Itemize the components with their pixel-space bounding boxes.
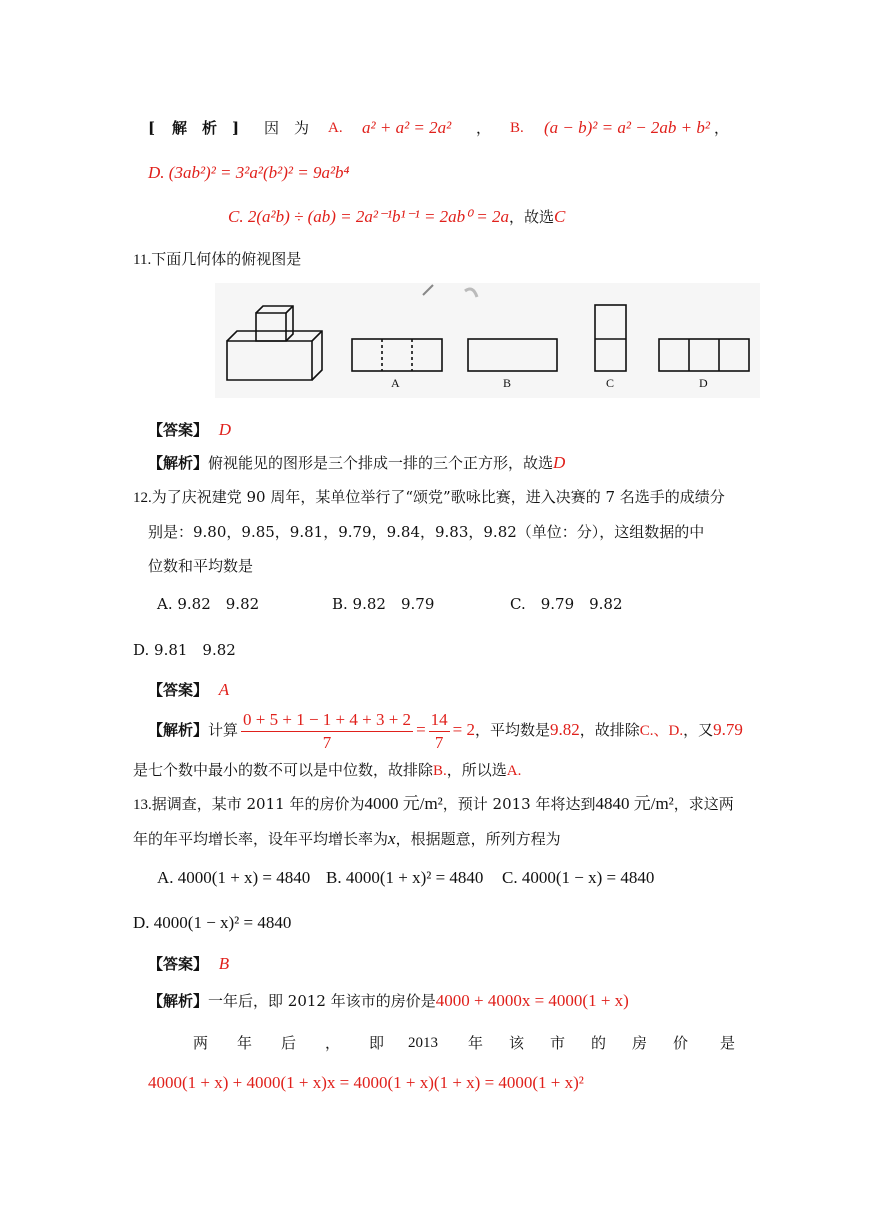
analysis-tag-bracket-close: ]: [232, 119, 240, 137]
analysis-text-b: ，故排除: [579, 721, 640, 739]
three-view-figure: [215, 283, 760, 398]
analysis-tag-char-1: 解: [172, 119, 188, 137]
analysis-text: 一年后，即 2012 年该市的房价是: [208, 992, 436, 1010]
answer-tag: 【答案】: [148, 681, 209, 699]
expression-2012: 4000 + 4000x = 4000(1 + x): [435, 991, 629, 1010]
expression-2013: 4000(1 + x) + 4000(1 + x)x = 4000(1 + x)(1 + x) = 4000(1 + x)²: [148, 1073, 584, 1092]
result-fraction-denominator: 7: [434, 732, 444, 752]
word: 两: [193, 1034, 209, 1052]
option-a-expression: a² + a² = 2a²: [362, 118, 452, 137]
q13-analysis-line1: [148, 991, 629, 1011]
answer-value: B: [218, 954, 230, 973]
stem-part-c: ，求这两: [673, 795, 734, 813]
q12-stem-line3: 位数和平均数是: [148, 557, 254, 575]
question-number: 11.: [133, 252, 152, 268]
q11-analysis: [148, 453, 565, 473]
conclusion-answer: C: [554, 207, 566, 226]
q12-stem-line1: [133, 487, 725, 508]
because-char-1: 因: [264, 119, 280, 137]
sum-fraction: [241, 709, 413, 754]
q13-stem-line2: [133, 829, 561, 849]
analysis-tag: 【解析】: [148, 721, 209, 739]
q12-option-b: B. 9.82 9.79: [332, 595, 435, 613]
word: 房: [632, 1034, 648, 1052]
analysis-tag: 【解析】: [148, 454, 209, 472]
word: 年: [237, 1034, 253, 1052]
stem-part-a: 据调查，某市 2011 年的房价为: [151, 795, 365, 813]
conclusion-text: ，故选: [508, 208, 554, 226]
analysis-text: 俯视能见的图形是三个排成一排的三个正方形，故选: [208, 454, 554, 472]
analysis-tag-char-2: 析: [202, 119, 218, 137]
analysis-tag: 【解析】: [148, 992, 209, 1010]
analysis-line2-text: 是七个数中最小的数不可以是中位数，故排除: [133, 761, 434, 779]
q12-analysis-line1: [148, 707, 743, 754]
figure-label-b: B: [503, 376, 512, 390]
because-char-2: 为: [294, 119, 310, 137]
sum-fraction-numerator: 0 + 5 + 1 − 1 + 4 + 3 + 2: [241, 709, 413, 732]
q12-answer: [148, 680, 229, 700]
answer-value: A: [218, 680, 230, 699]
analysis-answer: D: [553, 453, 566, 472]
q13-stem-line1: [133, 794, 734, 815]
word: 该: [509, 1034, 525, 1052]
q12-option-d: D. 9.81 9.82: [133, 641, 236, 659]
price-2013: 4840 元/m²: [595, 794, 674, 813]
result-fraction: [429, 709, 450, 754]
q11-stem: [133, 249, 301, 270]
sum-fraction-denominator: 7: [322, 732, 332, 752]
figure-label-a: A: [391, 376, 400, 390]
word: 年: [468, 1034, 484, 1052]
answer-tag: 【答案】: [148, 421, 209, 439]
q12-option-c: C. 9.79 9.82: [510, 595, 623, 613]
equation-result: = 2: [452, 720, 475, 739]
excluded-option-b: B.: [433, 763, 447, 779]
word: 市: [550, 1034, 566, 1052]
question-text: 为了庆祝建党 90 周年，某单位举行了“颂党”歌咏比赛，进入决赛的 7 名选手的成绩分: [151, 488, 725, 506]
analysis-tag-bracket-open: [: [148, 119, 156, 137]
option-b-expression: (a − b)² = a² − 2ab + b²: [544, 118, 710, 137]
answer-value: D: [218, 420, 232, 439]
price-2011: 4000 元/m²: [364, 794, 443, 813]
option-a-label: A.: [328, 120, 343, 136]
option-c-expression: C. 2(a²b) ÷ (ab) = 2a²⁻¹b¹⁻¹ = 2ab⁰ = 2a: [228, 207, 509, 226]
question-number: 12.: [133, 490, 152, 506]
question-number: 13.: [133, 797, 152, 813]
q13-option-c: C. 4000(1 − x) = 4840: [502, 868, 655, 887]
word: 2013: [408, 1035, 438, 1051]
excluded-options: C.、D.: [639, 723, 684, 739]
analysis-line2-mid: ，所以选: [446, 761, 507, 779]
figure-label-c: C: [606, 376, 615, 390]
result-fraction-numerator: 14: [429, 709, 450, 732]
q12-option-a: A. 9.82 9.82: [157, 595, 260, 613]
stem-part-d: 年的年平均增长率，设年平均增长率为: [133, 830, 389, 848]
word: 是: [720, 1034, 736, 1052]
word: 价: [673, 1034, 689, 1052]
answer-tag: 【答案】: [148, 955, 209, 973]
q12-analysis-line2: [133, 760, 521, 781]
minimum-value: 9.79: [713, 720, 743, 739]
comma: ，: [714, 119, 730, 137]
q13-option-b: B. 4000(1 + x)² = 4840: [326, 868, 484, 887]
analysis-text-a: ，平均数是: [475, 721, 551, 739]
option-b-label: B.: [510, 120, 524, 136]
final-answer: A.: [506, 763, 522, 779]
comma: ，: [476, 119, 492, 137]
q13-option-d: D. 4000(1 − x)² = 4840: [133, 913, 292, 932]
word: 的: [591, 1034, 607, 1052]
question-text: 下面几何体的俯视图是: [151, 250, 302, 268]
q12-stem-line2: 别是：9.80，9.85，9.81，9.79，9.84，9.83，9.82（单位：分），这组数据的中: [148, 523, 705, 541]
calc-label: 计算: [208, 721, 239, 739]
average-value: 9.82: [550, 720, 580, 739]
stem-part-b: ，预计 2013 年将达到: [442, 795, 596, 813]
analysis-text-c: ，又: [683, 721, 714, 739]
equals-sign: =: [416, 720, 426, 739]
figure-label-d: D: [699, 376, 708, 390]
option-d-expression: D. (3ab²)² = 3²a²(b²)² = 9a²b⁴: [148, 163, 350, 182]
word: ，: [325, 1034, 341, 1052]
q11-answer: [148, 420, 231, 440]
stem-part-e: ，根据题意，所列方程为: [395, 830, 561, 848]
q13-answer: [148, 954, 229, 974]
variable-x: x: [388, 829, 396, 848]
word: 后: [281, 1034, 297, 1052]
word: 即: [369, 1034, 385, 1052]
q13-option-a: A. 4000(1 + x) = 4840: [157, 868, 311, 887]
option-c-line: [228, 207, 565, 227]
